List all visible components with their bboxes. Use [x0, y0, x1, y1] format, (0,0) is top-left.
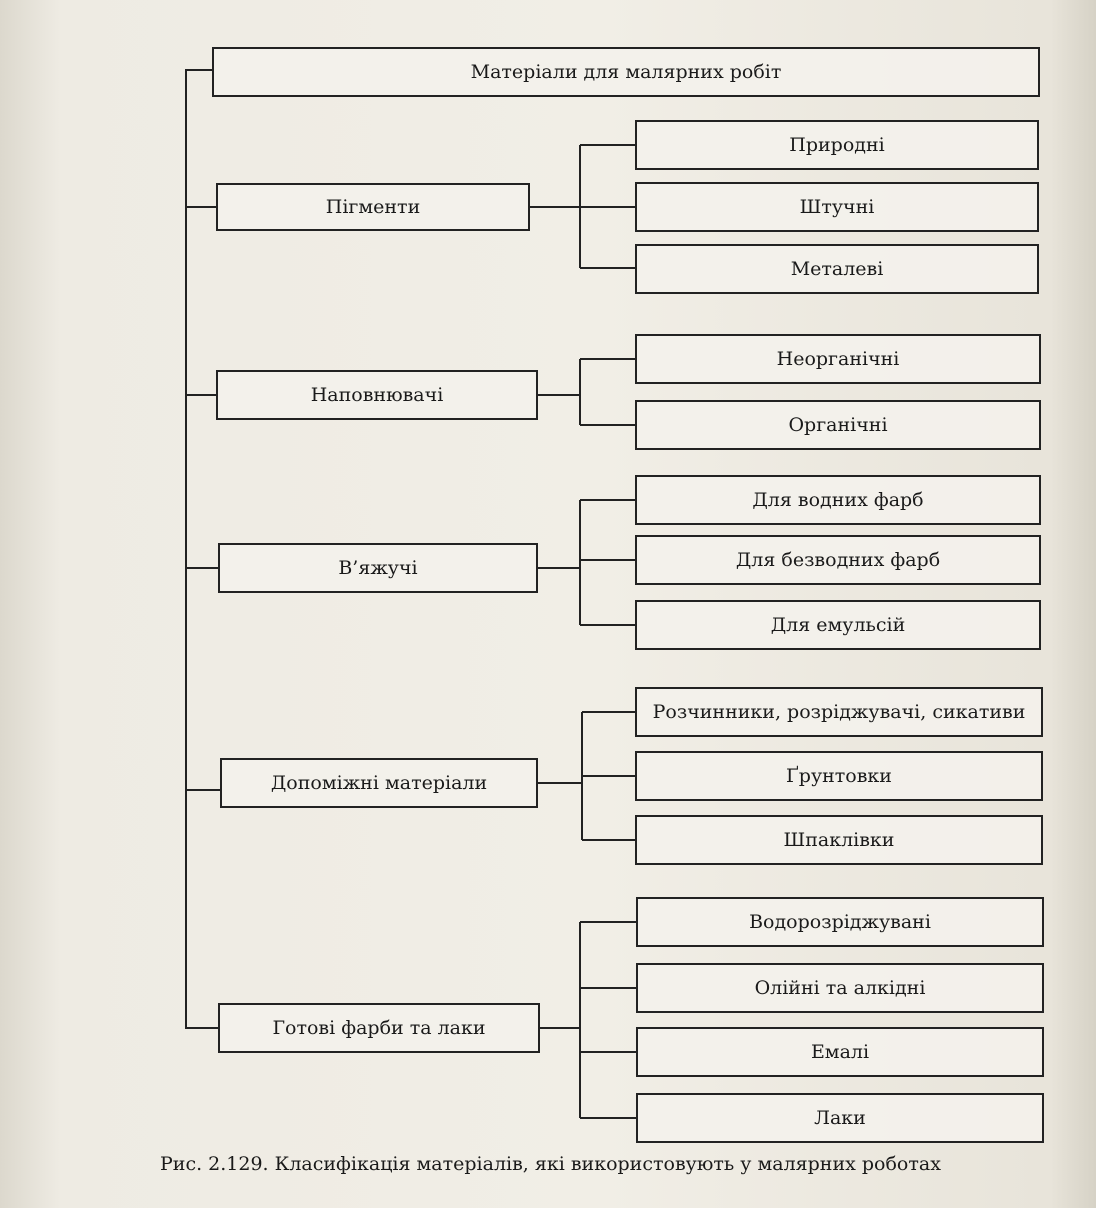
leaf-node-label: Металеві — [790, 258, 884, 280]
root-connector — [186, 70, 218, 1028]
group-node-1 — [216, 183, 530, 231]
leaf-node-3-1 — [635, 475, 1041, 525]
leaf-node-label: Штучні — [799, 196, 875, 218]
group-node-label: Наповнювачі — [310, 384, 444, 406]
leaf-node-label: Природні — [789, 134, 885, 156]
leaf-node-label: Шпаклівки — [783, 829, 895, 851]
leaf-node-2-1 — [635, 334, 1041, 384]
figure-caption: Рис. 2.129. Класифікація матеріалів, які використовують у малярних роботах — [160, 1153, 941, 1175]
group-node-label: Допоміжні матеріали — [270, 772, 488, 794]
leaf-node-label: Для безводних фарб — [735, 549, 941, 571]
group-node-label: Пігменти — [325, 196, 421, 218]
leaf-node-4-3 — [635, 815, 1043, 865]
group-node-4 — [220, 758, 538, 808]
leaf-node-5-4 — [636, 1093, 1044, 1143]
leaf-node-3-3 — [635, 600, 1041, 650]
leaf-node-1-3 — [635, 244, 1039, 294]
leaf-node-label: Олійні та алкідні — [754, 977, 926, 999]
leaf-node-3-2 — [635, 535, 1041, 585]
group-3-connector — [538, 500, 635, 625]
group-2-connector — [538, 359, 635, 425]
group-node-label: В’яжучі — [338, 557, 418, 579]
root-node — [212, 47, 1040, 97]
leaf-node-4-2 — [635, 751, 1043, 801]
leaf-node-1-2 — [635, 182, 1039, 232]
leaf-node-label: Неорганічні — [776, 348, 900, 370]
leaf-node-5-3 — [636, 1027, 1044, 1077]
leaf-node-label: Лаки — [814, 1107, 866, 1129]
group-node-3 — [218, 543, 538, 593]
leaf-node-1-1 — [635, 120, 1039, 170]
leaf-node-5-2 — [636, 963, 1044, 1013]
group-5-connector — [540, 922, 636, 1118]
leaf-node-2-2 — [635, 400, 1041, 450]
group-1-connector — [530, 145, 635, 268]
leaf-node-label: Ґрунтовки — [786, 765, 892, 787]
leaf-node-label: Для емульсій — [770, 614, 906, 636]
leaf-node-4-1 — [635, 687, 1043, 737]
leaf-node-label: Для водних фарб — [752, 489, 924, 511]
leaf-node-label: Органічні — [788, 414, 888, 436]
root-node-label: Матеріали для малярних робіт — [470, 61, 782, 83]
leaf-node-label: Емалі — [810, 1041, 870, 1063]
leaf-node-5-1 — [636, 897, 1044, 947]
leaf-node-label: Розчинники, розріджувачі, сикативи — [652, 701, 1026, 723]
leaf-node-label: Водорозріджувані — [749, 911, 931, 933]
group-4-connector — [538, 712, 635, 840]
group-node-2 — [216, 370, 538, 420]
group-node-label: Готові фарби та лаки — [272, 1017, 486, 1039]
group-node-5 — [218, 1003, 540, 1053]
